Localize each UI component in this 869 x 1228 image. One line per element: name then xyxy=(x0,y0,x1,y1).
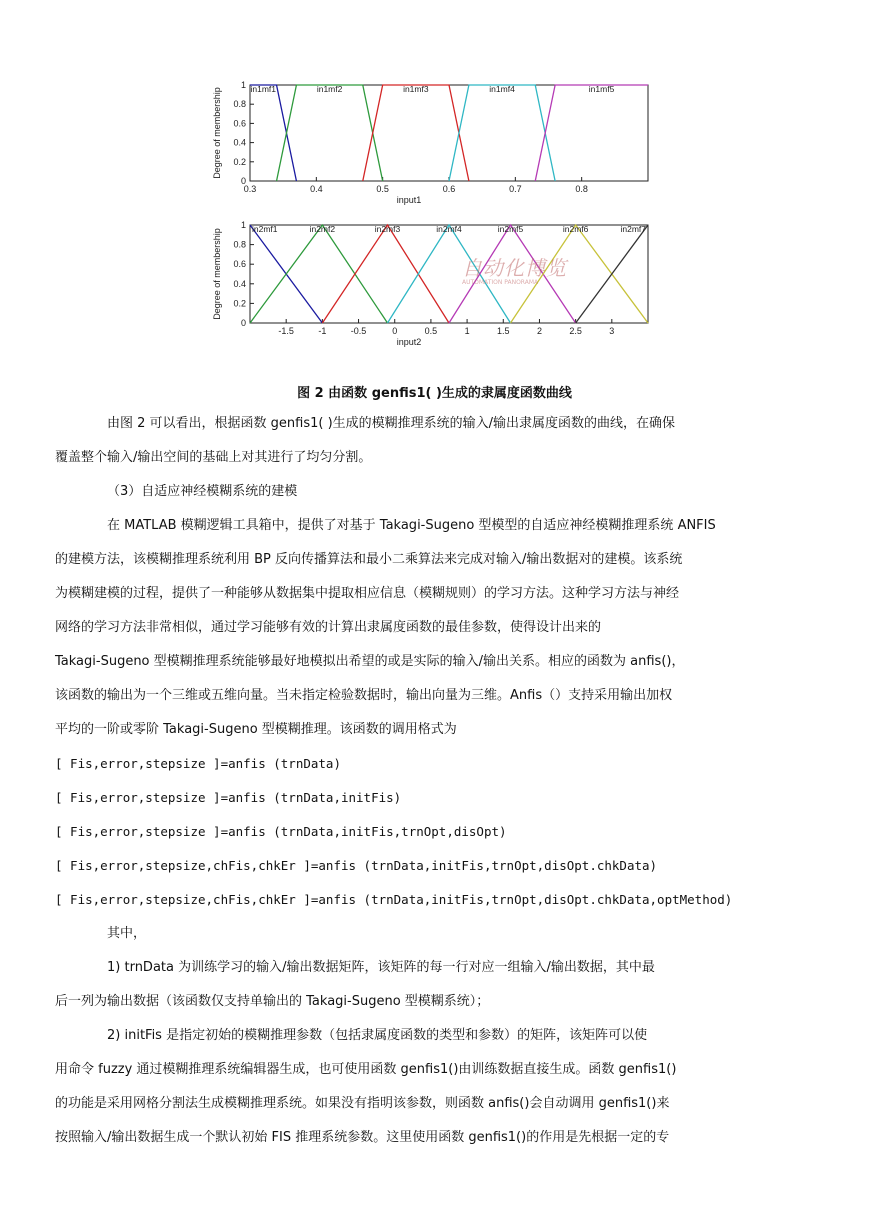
plot-input1-svg xyxy=(208,80,658,212)
membership-plot-input1 xyxy=(208,80,658,212)
text-line: 为模糊建模的过程，提供了一种能够从数据集中提取相应信息（模糊规则）的学习方法。这种学习方法与神经 xyxy=(55,586,680,601)
y-tick-label: 0 xyxy=(240,176,246,186)
y-tick-label: 1 xyxy=(240,80,246,90)
text-line: 的功能是采用网格分割法生成模糊推理系统。如果没有指明该参数，则函数 anfis()会自动调用 genfis1()来 xyxy=(55,1096,670,1111)
x-axis-label: input2 xyxy=(396,337,422,347)
y-tick-label: 0.2 xyxy=(233,298,246,309)
mf-curve-in1mf2 xyxy=(277,85,383,181)
mf-label: in2mf2 xyxy=(309,224,336,234)
text-line: 由图 2 可以看出，根据函数 genfis1( )生成的模糊推理系统的输入/输出隶属度函数的曲线，在确保 xyxy=(107,416,676,431)
mf-curve-in1mf3 xyxy=(363,85,469,181)
plot-frame xyxy=(250,85,648,181)
x-tick-label: 1 xyxy=(464,326,470,336)
x-tick-label: -1 xyxy=(318,326,327,336)
mf-label: in1mf5 xyxy=(588,84,615,94)
text-line: Takagi-Sugeno 型模糊推理系统能够最好地模拟出希望的或是实际的输入/输出关系。相应的函数为 anfis()， xyxy=(55,654,685,669)
mf-curve-in1mf4 xyxy=(449,85,555,181)
plot-input2-svg xyxy=(208,220,658,354)
y-tick-label: 0.8 xyxy=(233,239,246,250)
text-line: 该函数的输出为一个三维或五维向量。当未指定检验数据时，输出向量为三维。Anfis（）支持采用输出加权 xyxy=(55,688,673,703)
watermark-text: 自动化博览 xyxy=(462,256,567,280)
mf-label: in1mf4 xyxy=(489,84,515,94)
x-tick-label: 2 xyxy=(536,326,542,336)
text-line: 网络的学习方法非常相似，通过学习能够有效的计算出隶属度函数的最佳参数，使得设计出来的 xyxy=(55,620,602,635)
y-tick-label: 0.4 xyxy=(233,278,246,289)
body-text xyxy=(55,407,817,1155)
text-line: 在 MATLAB 模糊逻辑工具箱中，提供了对基于 Takagi-Sugeno 型模型的自适应神经模糊推理系统 ANFIS xyxy=(107,518,716,533)
x-tick-label: 0 xyxy=(392,326,398,336)
y-axis-label: Degree of membership xyxy=(212,228,222,320)
text-line: 其中， xyxy=(107,926,147,941)
x-tick-label: -0.5 xyxy=(350,326,367,336)
text-line: 1) trnData 为训练学习的输入/输出数据矩阵，该矩阵的每一行对应一组输入/输出数据，其中最 xyxy=(107,960,655,975)
text-line: 2) initFis 是指定初始的模糊推理参数（包括隶属度函数的类型和参数）的矩阵，该矩阵可以使 xyxy=(107,1028,648,1043)
x-tick-label: 2.5 xyxy=(569,326,582,336)
code-line: [ Fis,error,stepsize ]=anfis (trnData,initFis) xyxy=(55,790,402,805)
x-axis-label: input1 xyxy=(396,195,422,205)
watermark-subtext: AUTOMATION PANORAMA xyxy=(462,279,539,286)
x-tick-label: 0.3 xyxy=(243,184,257,194)
mf-label: in2mf6 xyxy=(562,224,589,234)
mf-label: in1mf3 xyxy=(403,84,429,94)
y-tick-label: 0.2 xyxy=(233,156,246,167)
x-tick-label: -1.5 xyxy=(278,326,294,336)
text-line: 用命令 fuzzy 通过模糊推理系统编辑器生成，也可使用函数 genfis1()由训练数据直接生成。函数 genfis1() xyxy=(55,1062,677,1077)
x-tick-label: 0.4 xyxy=(310,184,323,194)
mf-label: in1mf2 xyxy=(316,84,343,94)
figure-caption: 图 2 由函数 genfis1( )生成的隶属度函数曲线 xyxy=(297,386,572,401)
y-tick-label: 0.4 xyxy=(233,137,246,148)
y-axis-label: Degree of membership xyxy=(212,87,222,179)
mf-label: in1mf1 xyxy=(250,84,277,94)
text-line: （3）自适应神经模糊系统的建模 xyxy=(107,484,298,499)
code-line: [ Fis,error,stepsize ]=anfis (trnData) xyxy=(55,756,341,771)
mf-curve-in2mf3 xyxy=(322,225,449,323)
text-line: 的建模方法，该模糊推理系统利用 BP 反向传播算法和最小二乘算法来完成对输入/输出数据对的建模。该系统 xyxy=(55,552,683,567)
y-tick-label: 0.6 xyxy=(233,118,246,129)
text-line: 后一列为输出数据（该函数仅支持单输出的 Takagi-Sugeno 型模糊系统）； xyxy=(55,994,490,1009)
x-tick-label: 1.5 xyxy=(497,326,510,336)
x-tick-label: 3 xyxy=(609,326,615,336)
mf-curve-in1mf1 xyxy=(250,85,296,181)
x-tick-label: 0.6 xyxy=(442,184,456,194)
membership-plot-input2 xyxy=(208,220,658,354)
mf-label: in2mf4 xyxy=(436,224,462,234)
y-tick-label: 0 xyxy=(240,318,246,328)
mf-label: in2mf1 xyxy=(252,224,278,234)
x-tick-label: 0.5 xyxy=(424,326,438,336)
x-tick-label: 0.8 xyxy=(575,184,588,194)
y-tick-label: 1 xyxy=(240,220,246,230)
mf-curve-in2mf2 xyxy=(250,225,387,323)
y-tick-label: 0.8 xyxy=(233,99,246,110)
mf-label: in2mf3 xyxy=(374,224,401,234)
mf-label: in2mf7 xyxy=(620,224,646,234)
mf-label: in2mf5 xyxy=(497,224,524,234)
x-tick-label: 0.5 xyxy=(376,184,389,194)
watermark-logo xyxy=(462,252,602,286)
code-line: [ Fis,error,stepsize,chFis,chkEr ]=anfis (trnData,initFis,trnOpt,disOpt.chkData) xyxy=(55,858,658,873)
text-line: 按照输入/输出数据生成一个默认初始 FIS 推理系统参数。这里使用函数 genfis1()的作用是先根据一定的专 xyxy=(55,1130,670,1145)
code-line: [ Fis,error,stepsize ]=anfis (trnData,initFis,trnOpt,disOpt) xyxy=(55,824,507,839)
text-line: 覆盖整个输入/输出空间的基础上对其进行了均匀分割。 xyxy=(55,450,372,465)
code-line: [ Fis,error,stepsize,chFis,chkEr ]=anfis (trnData,initFis,trnOpt,disOpt.chkData,optMethod) xyxy=(55,892,733,907)
x-tick-label: 0.7 xyxy=(509,184,522,194)
text-line: 平均的一阶或零阶 Takagi-Sugeno 型模糊推理。该函数的调用格式为 xyxy=(55,722,457,737)
y-tick-label: 0.6 xyxy=(233,259,246,270)
